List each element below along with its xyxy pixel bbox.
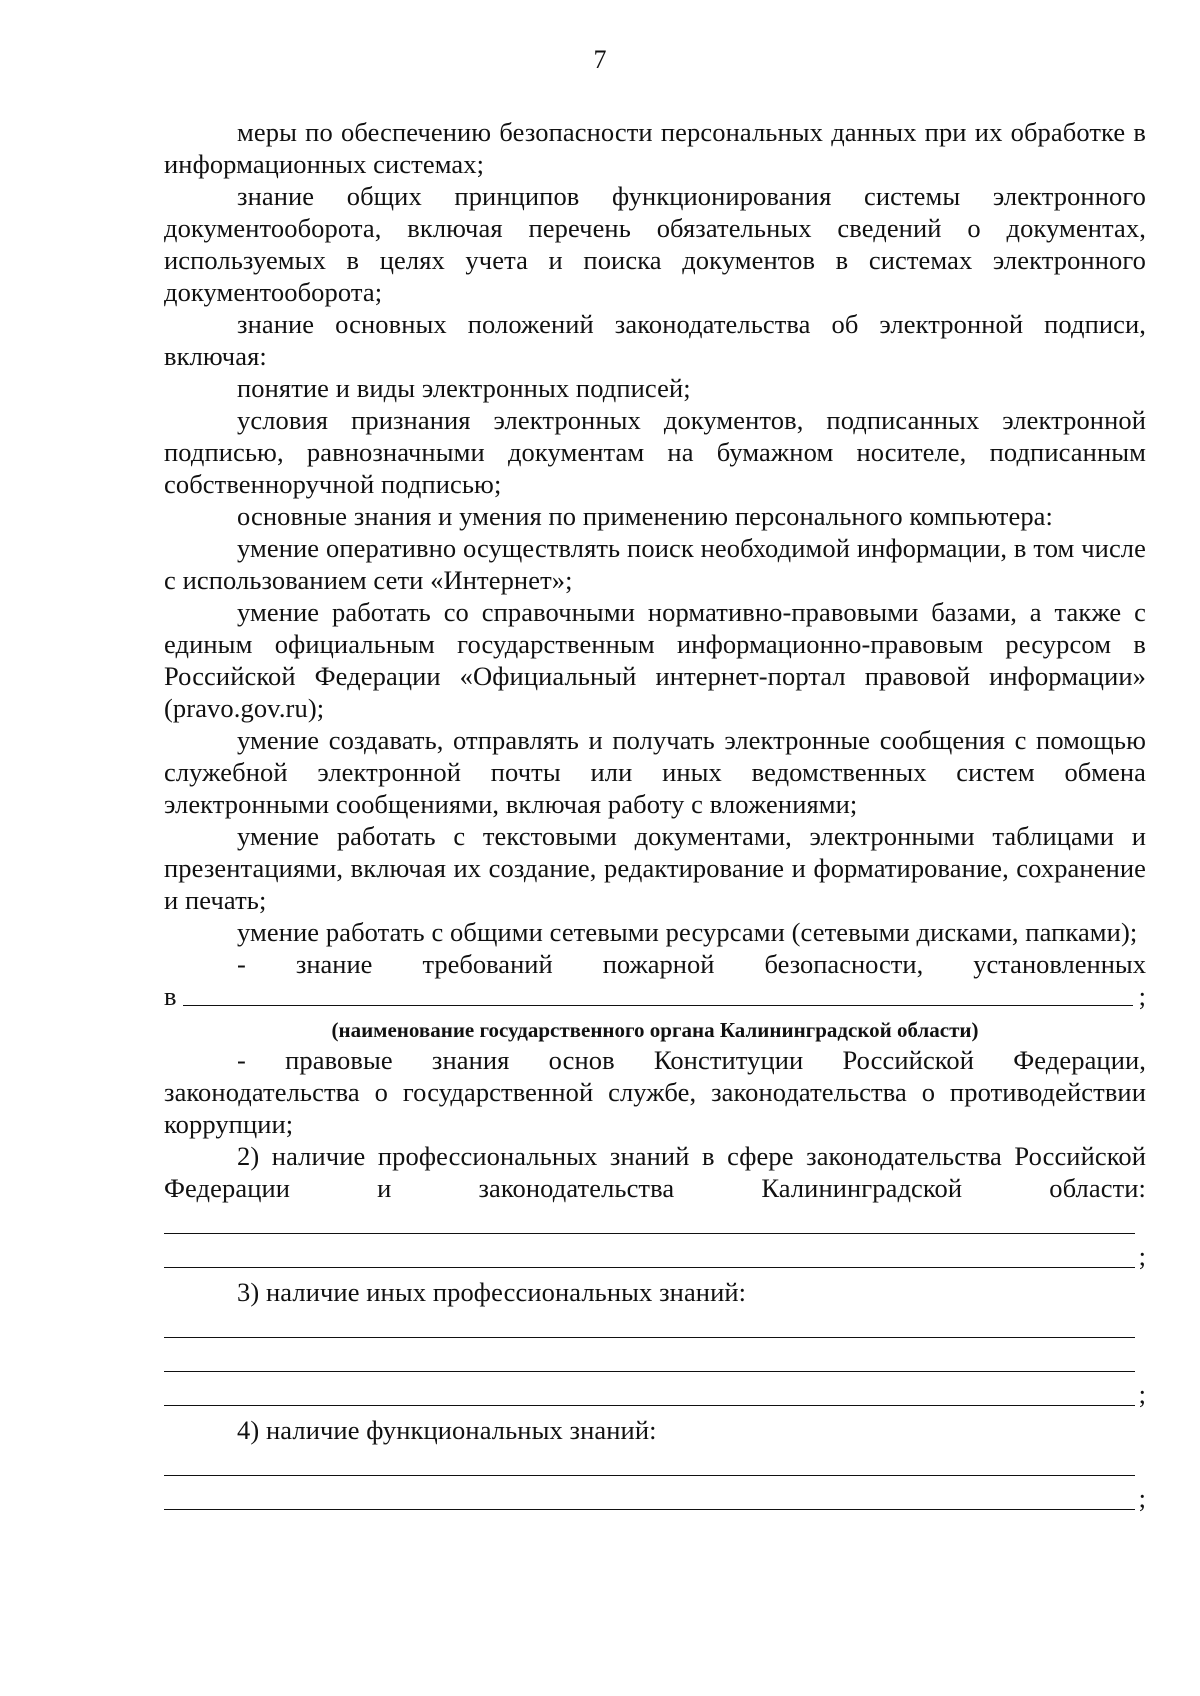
paragraph: 3) наличие иных профессиональных знаний: — [237, 1277, 747, 1307]
paragraph: меры по обеспечению безопасности персональных данных при их обработке в информационных системах; — [164, 117, 1146, 179]
fill-in-line[interactable] — [164, 1385, 1135, 1406]
paragraph: умение работать со справочными нормативно-правовыми базами, а также с единым официальным государственным информационно-правовым ресурсом в Российской Федерации «Официальный интернет-портал правовой информации» (pravo.gov.ru); — [164, 597, 1146, 723]
paragraph: основные знания и умения по применению персонального компьютера: — [237, 501, 1054, 531]
fs-word: безопасности, — [764, 949, 924, 979]
paragraph: 4) наличие функциональных знаний: — [237, 1415, 657, 1445]
paragraph: условия признания электронных документов, подписанных электронной подписью, равнозначными документам на бумажном носителе, подписанным собственноручной подписью; — [164, 405, 1146, 499]
semicolon: ; — [1138, 1379, 1146, 1409]
fill-in-line[interactable] — [164, 1213, 1135, 1234]
organ-prefix: в — [164, 981, 177, 1011]
paragraph: умение работать с текстовыми документами, электронными таблицами и презентациями, включая их создание, редактирование и форматирование, сохранение и печать; — [164, 821, 1146, 915]
fill-in-line[interactable] — [164, 1317, 1135, 1338]
paragraph: умение создавать, отправлять и получать электронные сообщения с помощью служебной электронной почты или иных ведомственных систем обмена электронными сообщениями, включая работу с вложениями; — [164, 725, 1146, 819]
document-body — [164, 116, 1146, 1514]
organ-suffix: ; — [1138, 981, 1146, 1011]
fs-word: пожарной — [602, 949, 715, 979]
organ-fill-line — [164, 980, 1146, 1012]
paragraph: знание основных положений законодательства об электронной подписи, включая: — [164, 309, 1146, 371]
fs-word: - — [237, 949, 246, 979]
blank-line — [164, 1446, 1146, 1480]
fill-in-line[interactable] — [164, 1455, 1135, 1476]
blank-line — [164, 1238, 1146, 1272]
page-number: 7 — [593, 45, 607, 74]
fire-safety-line — [164, 948, 1146, 980]
semicolon: ; — [1138, 1241, 1146, 1271]
blank-line — [164, 1308, 1146, 1342]
blank-line — [164, 1204, 1146, 1238]
semicolon: ; — [1138, 1483, 1146, 1513]
fs-word: установленных — [973, 949, 1146, 979]
organ-field-caption: (наименование государственного органа Калининградской области) — [331, 1018, 979, 1042]
paragraph: умение работать с общими сетевыми ресурсами (сетевыми дисками, папками); — [237, 917, 1138, 947]
paragraph: умение оперативно осуществлять поиск необходимой информации, в том числе с использованием сети «Интернет»; — [164, 533, 1146, 595]
fs-word: требований — [422, 949, 553, 979]
paragraph: знание общих принципов функционирования системы электронного документооборота, включая перечень обязательных сведений о документах, используемых в целях учета и поиска документов в системах электронного документооборота; — [164, 181, 1146, 307]
blank-line — [164, 1480, 1146, 1514]
paragraph: понятие и виды электронных подписей; — [237, 373, 691, 403]
fill-in-line[interactable] — [164, 1247, 1135, 1268]
paragraph: - правовые знания основ Конституции Российской Федерации, законодательства о государственной службе, законодательства о противодействии коррупции; — [164, 1045, 1146, 1139]
fill-in-line[interactable] — [164, 1351, 1135, 1372]
fill-in-line[interactable] — [164, 1489, 1135, 1510]
organ-name-field[interactable] — [183, 985, 1133, 1006]
blank-line — [164, 1342, 1146, 1376]
fs-word: знание — [295, 949, 373, 979]
paragraph: 2) наличие профессиональных знаний в сфере законодательства Российской Федерации и законодательства Калининградской области: — [164, 1141, 1146, 1203]
blank-line — [164, 1376, 1146, 1410]
